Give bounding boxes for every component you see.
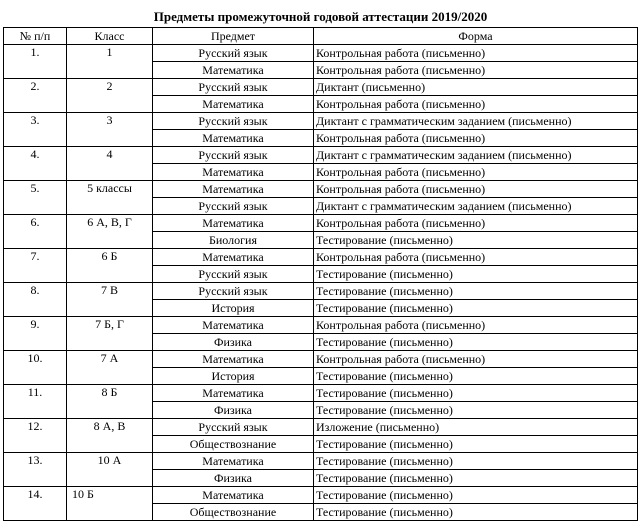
table-body bbox=[4, 45, 638, 521]
row-number: 11. bbox=[4, 385, 67, 419]
form-cell: Тестирование (письменно) bbox=[314, 470, 638, 487]
class-cell: 1 bbox=[67, 45, 153, 79]
subject-cell: Физика bbox=[153, 402, 314, 419]
subject-cell: Математика bbox=[153, 317, 314, 334]
table-row bbox=[4, 487, 638, 504]
form-cell: Контрольная работа (письменно) bbox=[314, 317, 638, 334]
form-cell: Контрольная работа (письменно) bbox=[314, 164, 638, 181]
row-number: 12. bbox=[4, 419, 67, 453]
table-row bbox=[4, 147, 638, 164]
form-cell: Тестирование (письменно) bbox=[314, 487, 638, 504]
subject-cell: Математика bbox=[153, 164, 314, 181]
form-cell: Диктант с грамматическим заданием (письменно) bbox=[314, 198, 638, 215]
class-cell: 2 bbox=[67, 79, 153, 113]
form-cell: Контрольная работа (письменно) bbox=[314, 215, 638, 232]
subject-cell: Биология bbox=[153, 232, 314, 249]
subject-cell: Русский язык bbox=[153, 45, 314, 62]
subject-cell: Русский язык bbox=[153, 79, 314, 96]
form-cell: Контрольная работа (письменно) bbox=[314, 249, 638, 266]
form-cell: Тестирование (письменно) bbox=[314, 334, 638, 351]
subject-cell: История bbox=[153, 300, 314, 317]
table-row bbox=[4, 181, 638, 198]
header-subject: Предмет bbox=[153, 28, 314, 45]
class-cell: 4 bbox=[67, 147, 153, 181]
form-cell: Тестирование (письменно) bbox=[314, 436, 638, 453]
class-cell: 10 Б bbox=[67, 487, 153, 521]
class-cell: 7 Б, Г bbox=[67, 317, 153, 351]
subject-cell: Русский язык bbox=[153, 113, 314, 130]
form-cell: Тестирование (письменно) bbox=[314, 385, 638, 402]
subject-cell: Русский язык bbox=[153, 147, 314, 164]
form-cell: Тестирование (письменно) bbox=[314, 402, 638, 419]
class-cell: 6 Б bbox=[67, 249, 153, 283]
subject-cell: Русский язык bbox=[153, 283, 314, 300]
class-cell: 5 классы bbox=[67, 181, 153, 215]
table-row bbox=[4, 453, 638, 470]
class-cell: 7 А bbox=[67, 351, 153, 385]
row-number: 14. bbox=[4, 487, 67, 521]
form-cell: Диктант (письменно) bbox=[314, 79, 638, 96]
table-row bbox=[4, 385, 638, 402]
subject-cell: Русский язык bbox=[153, 419, 314, 436]
form-cell: Контрольная работа (письменно) bbox=[314, 96, 638, 113]
form-cell: Тестирование (письменно) bbox=[314, 283, 638, 300]
form-cell: Диктант с грамматическим заданием (письменно) bbox=[314, 113, 638, 130]
table-row bbox=[4, 317, 638, 334]
row-number: 4. bbox=[4, 147, 67, 181]
form-cell: Тестирование (письменно) bbox=[314, 453, 638, 470]
table-row bbox=[4, 113, 638, 130]
table-row bbox=[4, 419, 638, 436]
form-cell: Тестирование (письменно) bbox=[314, 504, 638, 521]
row-number: 3. bbox=[4, 113, 67, 147]
subject-cell: Математика bbox=[153, 385, 314, 402]
header-form: Форма bbox=[314, 28, 638, 45]
subject-cell: Математика bbox=[153, 351, 314, 368]
class-cell: 8 А, В bbox=[67, 419, 153, 453]
table-row bbox=[4, 249, 638, 266]
form-cell: Контрольная работа (письменно) bbox=[314, 45, 638, 62]
table-row bbox=[4, 215, 638, 232]
class-cell: 3 bbox=[67, 113, 153, 147]
class-cell: 8 Б bbox=[67, 385, 153, 419]
table-header-row bbox=[4, 28, 638, 45]
subject-cell: Математика bbox=[153, 96, 314, 113]
subject-cell: Математика bbox=[153, 215, 314, 232]
subject-cell: Математика bbox=[153, 62, 314, 79]
subject-cell: Математика bbox=[153, 249, 314, 266]
table-row bbox=[4, 283, 638, 300]
subject-cell: Физика bbox=[153, 334, 314, 351]
subject-cell: Математика bbox=[153, 453, 314, 470]
form-cell: Контрольная работа (письменно) bbox=[314, 351, 638, 368]
subject-cell: Русский язык bbox=[153, 266, 314, 283]
form-cell: Контрольная работа (письменно) bbox=[314, 130, 638, 147]
row-number: 10. bbox=[4, 351, 67, 385]
row-number: 1. bbox=[4, 45, 67, 79]
subject-cell: Обществознание bbox=[153, 504, 314, 521]
subject-cell: Физика bbox=[153, 470, 314, 487]
form-cell: Тестирование (письменно) bbox=[314, 232, 638, 249]
header-class: Класс bbox=[67, 28, 153, 45]
subject-cell: Математика bbox=[153, 130, 314, 147]
class-cell: 6 А, В, Г bbox=[67, 215, 153, 249]
form-cell: Тестирование (письменно) bbox=[314, 300, 638, 317]
class-cell: 7 В bbox=[67, 283, 153, 317]
form-cell: Диктант с грамматическим заданием (письменно) bbox=[314, 147, 638, 164]
row-number: 7. bbox=[4, 249, 67, 283]
header-num: № п/п bbox=[4, 28, 67, 45]
form-cell: Изложение (письменно) bbox=[314, 419, 638, 436]
table-row bbox=[4, 79, 638, 96]
table-row bbox=[4, 351, 638, 368]
subject-cell: Математика bbox=[153, 487, 314, 504]
table-row bbox=[4, 45, 638, 62]
row-number: 13. bbox=[4, 453, 67, 487]
subject-cell: Математика bbox=[153, 181, 314, 198]
form-cell: Тестирование (письменно) bbox=[314, 266, 638, 283]
subject-cell: История bbox=[153, 368, 314, 385]
class-cell: 10 А bbox=[67, 453, 153, 487]
form-cell: Тестирование (письменно) bbox=[314, 368, 638, 385]
row-number: 6. bbox=[4, 215, 67, 249]
row-number: 9. bbox=[4, 317, 67, 351]
form-cell: Контрольная работа (письменно) bbox=[314, 62, 638, 79]
row-number: 5. bbox=[4, 181, 67, 215]
subject-cell: Русский язык bbox=[153, 198, 314, 215]
subject-cell: Обществознание bbox=[153, 436, 314, 453]
row-number: 8. bbox=[4, 283, 67, 317]
form-cell: Контрольная работа (письменно) bbox=[314, 181, 638, 198]
attestation-table bbox=[3, 27, 638, 521]
page-title: Предметы промежуточной годовой аттестации 2019/2020 bbox=[153, 9, 488, 24]
row-number: 2. bbox=[4, 79, 67, 113]
